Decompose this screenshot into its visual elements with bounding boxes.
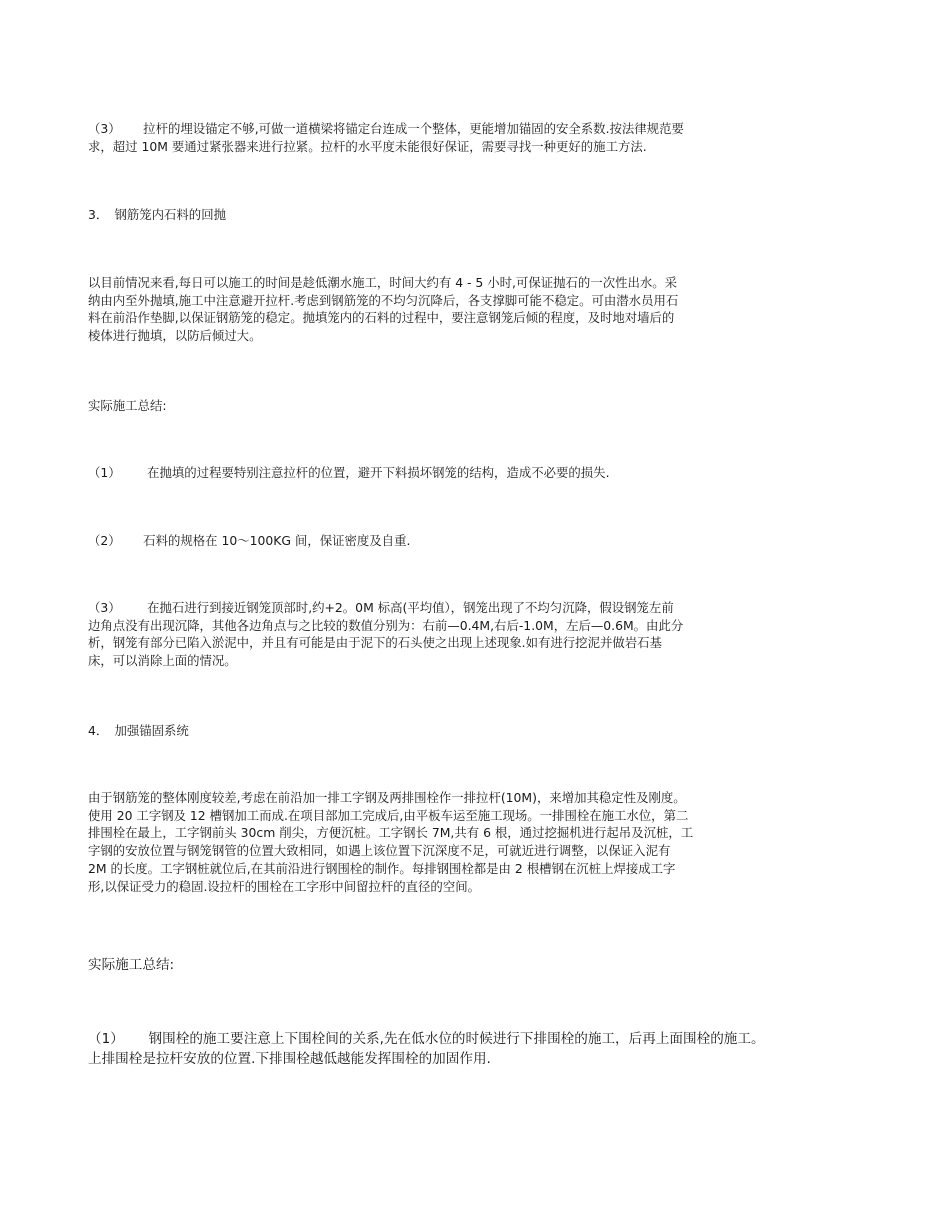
paragraph-backfill [88, 274, 678, 345]
text-line: 析，钢笼有部分已陷入淤泥中，并且有可能是由于泥下的石头使之出现上述现象.如有进行挖泥并做岩石基 [88, 635, 662, 651]
text-line: 以目前情况来看,每日可以施工的时间是趁低潮水施工，时间大约有 4 - 5 小时,可保证抛石的一次性出水。采 [88, 275, 678, 290]
text-line: 求，超过 10M 要通过紧张器来进行拉紧。拉杆的水平度未能很好保证，需要寻找一种更好的施工方法. [88, 138, 647, 154]
summary-item-3 [88, 599, 683, 670]
text-line: （3） 拉杆的埋设锚定不够,可做一道横梁将锚定台连成一个整体，更能增加锚固的安全系数.按法律规范要 [88, 121, 684, 136]
text-line: 纳由内至外抛填,施工中注意避开拉杆.考虑到钢筋笼的不均匀沉降后，各支撑脚可能不稳定。可由潜水员用石 [88, 292, 679, 308]
summary-label: 实际施工总结: [88, 398, 167, 413]
text-line: 边角点没有出现沉降，其他各边角点与之比较的数值分别为：右前—0.4M,右后-1.0M，左后—0.6M。由此分 [88, 617, 684, 633]
section-heading-4: 4． 加强锚固系统 [88, 723, 189, 738]
text-line: 使用 20 工字钢及 12 槽钢加工而成.在项目部加工完成后,由平板车运至施工现场。一排围栓在施工水位，第二 [88, 807, 689, 823]
text-line: 2M 的长度。工字钢桩就位后,在其前沿进行钢围栓的制作。每排钢围栓都是由 2 根槽钢在沉桩上焊接成工字 [88, 860, 676, 876]
summary-item-1: （1） 在抛填的过程要特别注意拉杆的位置，避开下料损坏钢笼的结构，造成不必要的损失. [88, 465, 610, 480]
text-line: 形,以保证受力的稳固.设拉杆的围栓在工字形中间留拉杆的直径的空间。 [88, 878, 480, 894]
text-line: 棱体进行抛填，以防后倾过大。 [88, 328, 262, 344]
summary-label: 实际施工总结: [88, 957, 175, 973]
text-line: 上排围栓是拉杆安放的位置.下排围栓越低越能发挥围栓的加固作用. [88, 1051, 491, 1067]
text-line: （1） 钢围栓的施工要注意上下围栓间的关系,先在低水位的时候进行下排围栓的施工，后再上面围栓的施工。 [88, 1031, 765, 1047]
text-line: （3） 在抛石进行到接近钢笼顶部时,约+2。0M 标高(平均值），钢笼出现了不均匀沉降，假设钢笼左前 [88, 600, 674, 615]
text-line: 料在前沿作垫脚,以保证钢筋笼的稳定。抛填笼内的石料的过程中，要注意钢笼后倾的程度，及时地对墙后的 [88, 310, 675, 326]
paragraph-rod-anchoring [88, 120, 684, 155]
section-heading-3: 3． 钢筋笼内石料的回抛 [88, 207, 226, 222]
text-line: 床，可以消除上面的情况。 [88, 653, 237, 669]
final-summary-item [88, 1029, 765, 1069]
summary-item-2: （2） 石料的规格在 10～100KG 间，保证密度及自重. [88, 533, 411, 548]
text-line: 由于钢筋笼的整体刚度较差,考虑在前沿加一排工字钢及两排围栓作一排拉杆(10M)，来增加其稳定性及刚度。 [88, 790, 686, 805]
text-line: 排围栓在最上，工字钢前头 30cm 削尖，方便沉桩。工字钢长 7M,共有 6 根，通过挖掘机进行起吊及沉桩，工 [88, 825, 694, 841]
paragraph-reinforce [88, 789, 693, 895]
text-line: 字钢的安放位置与钢笼钢管的位置大致相同，如遇上该位置下沉深度不足，可就近进行调整，以保证入泥有 [88, 843, 671, 859]
